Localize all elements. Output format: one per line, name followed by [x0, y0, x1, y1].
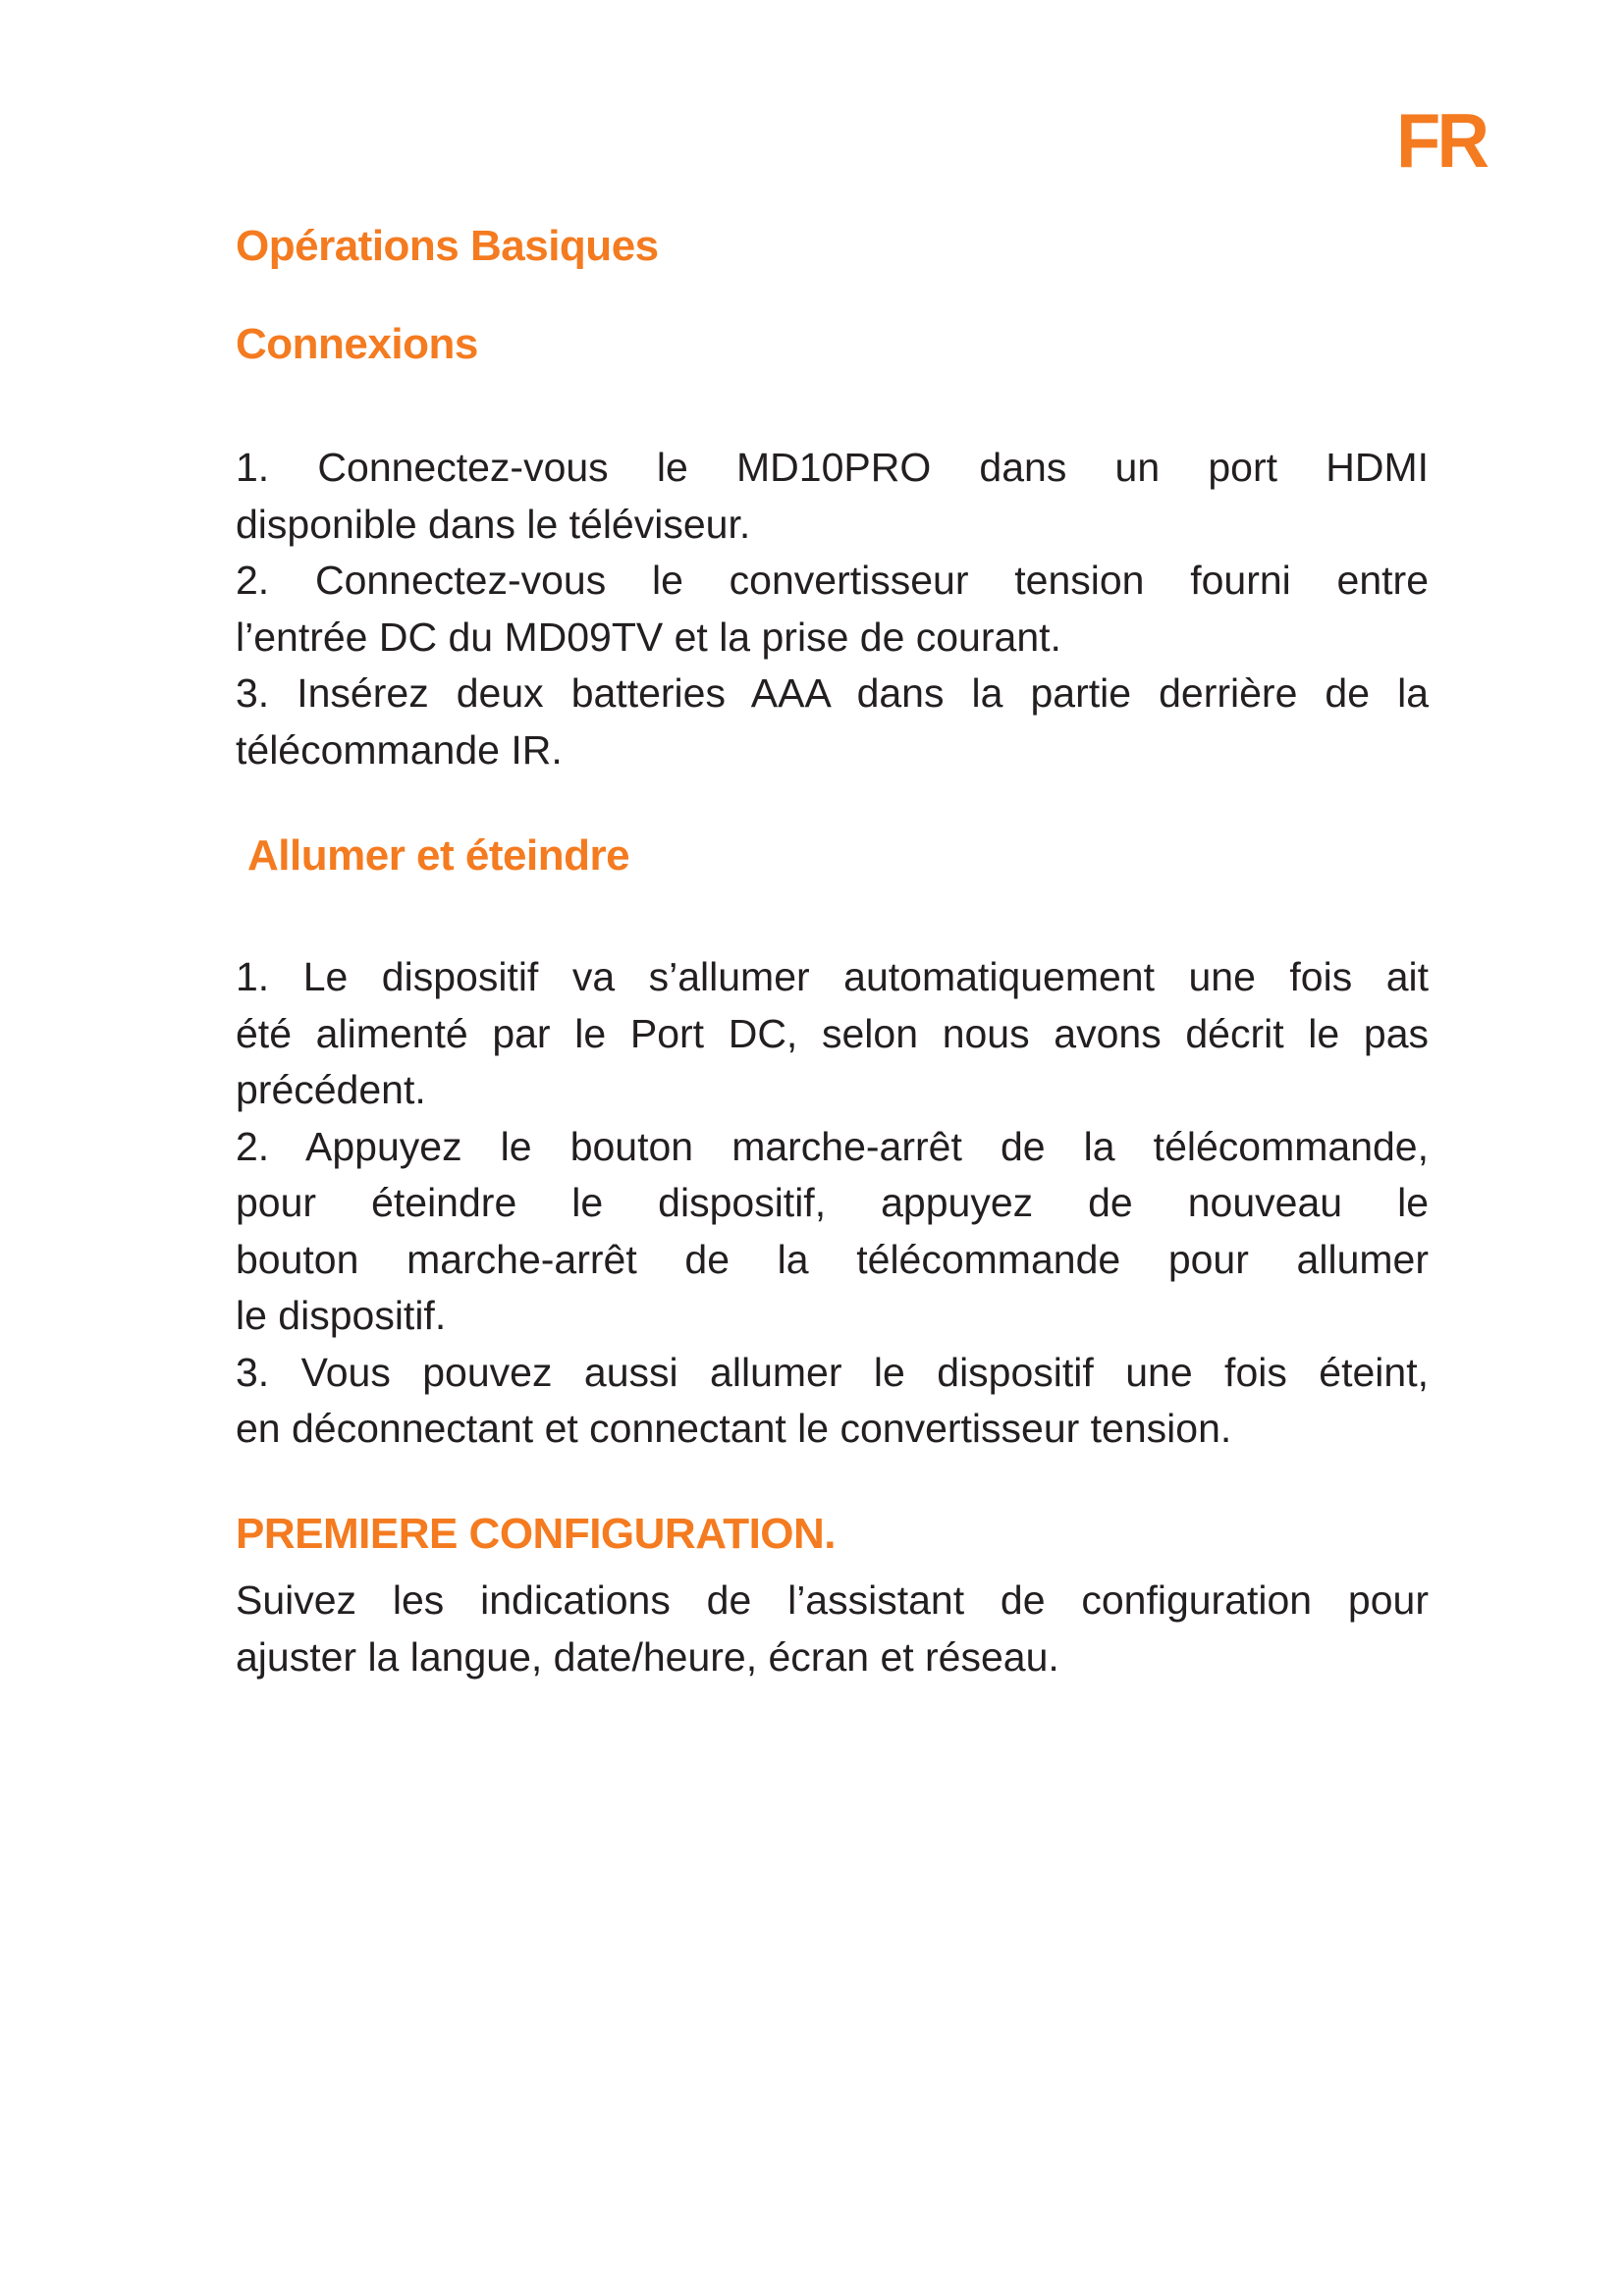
section-body-power: [236, 949, 1429, 1458]
text-line: ajuster la langue, date/heure, écran et réseau.: [236, 1633, 1059, 1680]
text-line: précédent.: [236, 1067, 426, 1112]
text-line: pour éteindre le dispositif, appuyez de nouveau le: [236, 1180, 1429, 1225]
text-line: disponible dans le téléviseur.: [236, 501, 751, 547]
section-body-first-config: [236, 1573, 1429, 1685]
text-line: 1. Connectez-vous le MD10PRO dans un port HDMI: [236, 445, 1429, 490]
text-line: le dispositif.: [236, 1293, 447, 1338]
text-line: en déconnectant et connectant le convertisseur tension.: [236, 1406, 1232, 1451]
language-badge: FR: [1396, 97, 1487, 184]
text-line: 1. Le dispositif va s’allumer automatiquement une fois ait: [236, 954, 1429, 999]
text-line: 3. Insérez deux batteries AAA dans la partie derrière de la: [236, 670, 1429, 716]
section-body-connexions: [236, 440, 1429, 778]
text-line: Suivez les indications de l’assistant de configuration pour: [236, 1577, 1429, 1623]
page-title: Opérations Basiques: [236, 222, 659, 270]
text-line: 2. Connectez-vous le convertisseur tension fourni entre: [236, 558, 1429, 603]
section-heading-first-config: PREMIERE CONFIGURATION.: [236, 1510, 837, 1558]
text-line: été alimenté par le Port DC, selon nous avons décrit le pas: [236, 1010, 1429, 1056]
text-line: l’entrée DC du MD09TV et la prise de courant.: [236, 614, 1061, 660]
section-heading-power: Allumer et éteindre: [247, 831, 630, 880]
text-line: télécommande IR.: [236, 726, 563, 773]
text-line: bouton marche-arrêt de la télécommande pour allumer: [236, 1236, 1429, 1282]
section-heading-connexions: Connexions: [236, 320, 478, 368]
text-line: 2. Appuyez le bouton marche-arrêt de la télécommande,: [236, 1123, 1429, 1169]
text-line: 3. Vous pouvez aussi allumer le dispositif une fois éteint,: [236, 1349, 1429, 1395]
